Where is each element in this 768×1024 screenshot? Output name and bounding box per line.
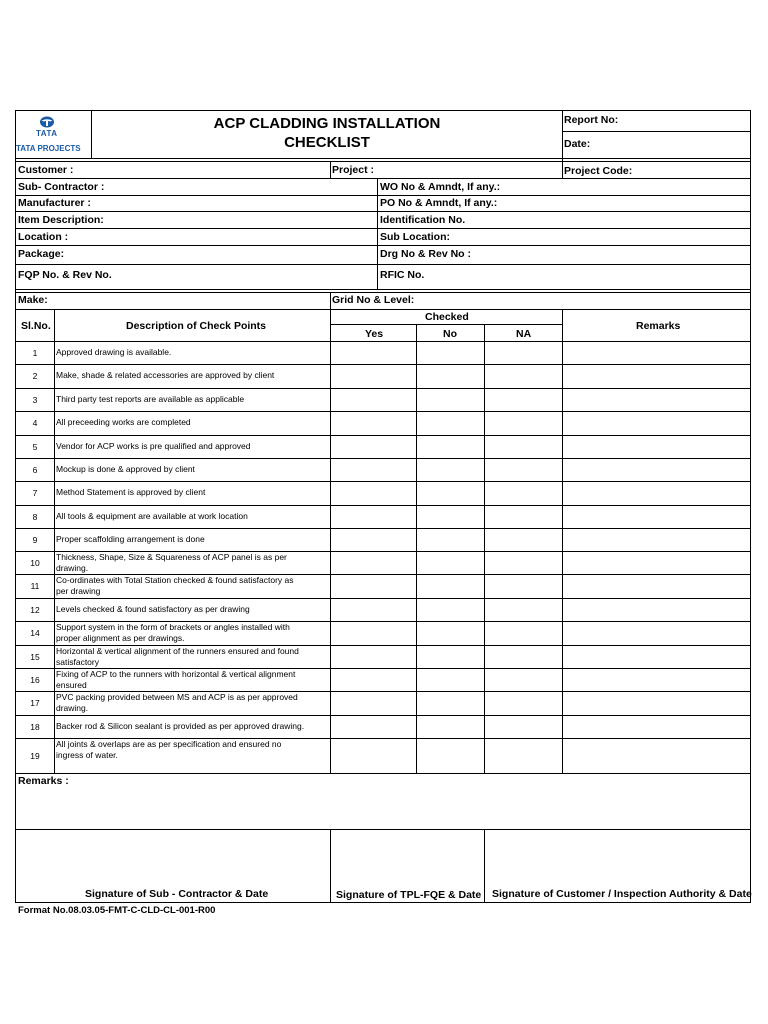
cell-na[interactable]	[484, 505, 562, 528]
checkpoint-description: Approved drawing is available.	[56, 346, 172, 357]
col-header-no: No	[443, 328, 457, 340]
cell-na[interactable]	[484, 364, 562, 388]
cell-no[interactable]	[416, 598, 484, 621]
col-header-checked: Checked	[425, 311, 469, 323]
logo-wordmark: TATA	[36, 129, 58, 138]
col-line-na	[562, 309, 563, 773]
col-header-remarks: Remarks	[636, 320, 681, 332]
row-number: 15	[30, 651, 40, 662]
cell-no[interactable]	[416, 411, 484, 435]
checkpoint-description: Horizontal & vertical alignment of the runners ensured and found	[56, 646, 299, 656]
cell-yes[interactable]	[330, 458, 416, 481]
checkpoint-description: Proper scaffolding arrangement is done	[56, 533, 205, 544]
checkpoint-description-cont: ingress of water.	[56, 750, 118, 760]
checkpoint-description: Mockup is done & approved by client	[56, 463, 195, 474]
cell-na[interactable]	[484, 598, 562, 621]
item-description-label: Item Description:	[18, 214, 104, 226]
info-line-6	[15, 264, 751, 265]
make-top-line	[15, 292, 751, 293]
cell-remarks[interactable]	[562, 481, 751, 505]
cell-na[interactable]	[484, 458, 562, 481]
cell-remarks[interactable]	[562, 738, 751, 773]
checked-sub-divider	[330, 324, 562, 325]
cell-no[interactable]	[416, 481, 484, 505]
cell-no[interactable]	[416, 645, 484, 668]
checkpoint-description: Make, shade & related accessories are approved by client	[56, 370, 275, 380]
cell-remarks[interactable]	[562, 645, 751, 668]
row-number: 11	[30, 581, 40, 591]
col-header-yes: Yes	[365, 328, 384, 340]
row-number: 5	[32, 441, 38, 452]
project-label: Project :	[332, 164, 375, 176]
cell-no[interactable]	[416, 388, 484, 411]
info-top-line	[15, 161, 751, 162]
date-label: Date:	[564, 138, 591, 150]
info-line-5	[15, 245, 751, 246]
checkpoint-description: Fixing of ACP to the runners with horizontal & vertical alignment	[56, 669, 296, 679]
col-line-yes	[416, 324, 417, 773]
header-right-divider	[562, 110, 563, 178]
signature-customer-label: Signature of Customer / Inspection Authority & Date	[492, 888, 752, 900]
sub-contractor-label: Sub- Contractor :	[18, 181, 105, 193]
checkpoint-description: Backer rod & Silicon sealant is provided as per approved drawing.	[56, 720, 305, 731]
project-code-label: Project Code:	[564, 165, 633, 177]
drg-no-label: Drg No & Rev No :	[380, 248, 472, 260]
checkpoint-description-cont: ensured	[56, 680, 87, 690]
checkpoint-description-cont: drawing.	[56, 563, 89, 573]
cell-na[interactable]	[484, 341, 562, 364]
cell-yes[interactable]	[330, 738, 416, 773]
customer-label: Customer :	[18, 164, 74, 176]
info-bottom-line	[15, 289, 751, 290]
cell-yes[interactable]	[330, 411, 416, 435]
signature-tpl-fqe-label: Signature of TPL-FQE & Date	[336, 889, 482, 901]
cell-no[interactable]	[416, 528, 484, 551]
identification-no-label: Identification No.	[380, 214, 466, 226]
remarks-bottom-line	[15, 829, 751, 830]
cell-yes[interactable]	[330, 621, 416, 645]
cell-remarks[interactable]	[562, 528, 751, 551]
cell-na[interactable]	[484, 528, 562, 551]
logo-divider	[91, 110, 92, 158]
col-header-slno: Sl.No.	[21, 320, 51, 332]
cell-yes[interactable]	[330, 388, 416, 411]
row-number: 17	[30, 698, 40, 708]
row-number: 3	[32, 394, 38, 405]
checkpoint-description: Levels checked & found satisfactory as per drawing	[56, 603, 250, 614]
cell-na[interactable]	[484, 551, 562, 574]
checkpoint-description: Support system in the form of brackets or angles installed with	[56, 622, 290, 632]
cell-no[interactable]	[416, 621, 484, 645]
cell-remarks[interactable]	[562, 388, 751, 411]
checkpoint-description: PVC packing provided between MS and ACP is as per approved	[56, 692, 298, 702]
cell-yes[interactable]	[330, 551, 416, 574]
row-number: 6	[32, 464, 38, 475]
checkpoint-description: All tools & equipment are available at work location	[56, 510, 248, 521]
col-line-desc	[330, 292, 331, 773]
remarks-label: Remarks :	[18, 775, 69, 787]
po-no-label: PO No & Amndt, If any.:	[380, 197, 498, 209]
col-line-no	[484, 324, 485, 773]
form-title-line1: ACP CLADDING INSTALLATION	[213, 115, 441, 132]
checkpoint-description: Method Statement is approved by client	[56, 487, 206, 497]
cell-yes[interactable]	[330, 645, 416, 668]
cell-remarks[interactable]	[562, 691, 751, 715]
cell-yes[interactable]	[330, 364, 416, 388]
cell-no[interactable]	[416, 458, 484, 481]
cell-remarks[interactable]	[562, 551, 751, 574]
col-header-na: NA	[516, 328, 532, 340]
cell-no[interactable]	[416, 551, 484, 574]
cell-yes[interactable]	[330, 668, 416, 691]
cell-yes[interactable]	[330, 481, 416, 505]
row-number: 2	[32, 371, 38, 381]
cell-remarks[interactable]	[562, 341, 751, 364]
cell-remarks[interactable]	[562, 598, 751, 621]
checkpoint-description-cont: satisfactory	[56, 657, 99, 667]
cell-yes[interactable]	[330, 715, 416, 738]
form-title-line2: CHECKLIST	[284, 134, 370, 151]
row-number: 14	[30, 628, 40, 638]
cell-na[interactable]	[484, 621, 562, 645]
rfic-no-label: RFIC No.	[380, 269, 425, 281]
signature-subcontractor-label: Signature of Sub - Contractor & Date	[85, 888, 269, 900]
cell-no[interactable]	[416, 738, 484, 773]
cell-yes[interactable]	[330, 435, 416, 458]
cell-na[interactable]	[484, 481, 562, 505]
row-number: 16	[30, 674, 40, 685]
cell-remarks[interactable]	[562, 435, 751, 458]
row-number: 12	[30, 604, 40, 615]
cell-no[interactable]	[416, 715, 484, 738]
customer-project-divider	[330, 161, 331, 178]
cell-remarks[interactable]	[562, 621, 751, 645]
cell-no[interactable]	[416, 668, 484, 691]
cell-yes[interactable]	[330, 691, 416, 715]
cell-remarks[interactable]	[562, 715, 751, 738]
header-bottom-line	[15, 158, 751, 159]
checkpoint-description-cont: proper alignment as per drawings.	[56, 633, 185, 643]
table-top-line	[15, 309, 751, 310]
logo-company-name: TATA PROJECTS	[16, 144, 81, 153]
cell-no[interactable]	[416, 341, 484, 364]
cell-na[interactable]	[484, 435, 562, 458]
row-number: 9	[32, 534, 38, 545]
report-date-divider	[562, 131, 751, 132]
cell-na[interactable]	[484, 668, 562, 691]
cell-remarks[interactable]	[562, 505, 751, 528]
cell-no[interactable]	[416, 364, 484, 388]
grid-no-label: Grid No & Level:	[332, 294, 415, 306]
cell-remarks[interactable]	[562, 668, 751, 691]
row-number: 18	[30, 721, 40, 732]
wo-no-label: WO No & Amndt, If any.:	[380, 181, 501, 193]
cell-no[interactable]	[416, 435, 484, 458]
checkpoint-description: Thickness, Shape, Size & Squareness of ACP panel is as per	[56, 552, 287, 562]
checkpoint-description: Co-ordinates with Total Station checked & found satisfactory as	[56, 575, 294, 585]
package-label: Package:	[18, 248, 65, 260]
checkpoint-description: All joints & overlaps are as per specification and ensured no	[56, 739, 282, 749]
cell-na[interactable]	[484, 388, 562, 411]
checkpoint-description-cont: per drawing	[56, 586, 101, 596]
manufacturer-label: Manufacturer :	[18, 197, 91, 209]
cell-na[interactable]	[484, 645, 562, 668]
cell-remarks[interactable]	[562, 411, 751, 435]
sub-location-label: Sub Location:	[380, 231, 450, 243]
checkpoint-description: All preceeding works are completed	[56, 417, 191, 427]
sig-divider-1	[330, 829, 331, 903]
row-number: 4	[32, 418, 38, 428]
cell-na[interactable]	[484, 715, 562, 738]
row-number: 8	[32, 511, 38, 522]
cell-yes[interactable]	[330, 528, 416, 551]
cell-yes[interactable]	[330, 574, 416, 598]
cell-no[interactable]	[416, 691, 484, 715]
cell-na[interactable]	[484, 738, 562, 773]
info-line-1	[15, 178, 751, 179]
cell-remarks[interactable]	[562, 574, 751, 598]
info-line-4	[15, 228, 751, 229]
format-number: Format No.08.03.05-FMT-C-CLD-CL-001-R00	[18, 905, 216, 916]
make-label: Make:	[18, 294, 48, 306]
col-header-description: Description of Check Points	[126, 320, 267, 332]
info-line-2	[15, 195, 751, 196]
checkpoint-description: Vendor for ACP works is pre qualified and approved	[56, 440, 251, 451]
row-number: 19	[30, 750, 40, 761]
cell-no[interactable]	[416, 574, 484, 598]
checkpoint-description-cont: drawing.	[56, 703, 89, 713]
cell-yes[interactable]	[330, 598, 416, 621]
cell-no[interactable]	[416, 505, 484, 528]
table-bottom-line	[15, 773, 751, 774]
sig-divider-2	[484, 829, 485, 903]
row-number: 7	[32, 488, 38, 498]
cell-yes[interactable]	[330, 505, 416, 528]
cell-yes[interactable]	[330, 341, 416, 364]
row-number: 10	[30, 557, 40, 568]
tata-projects-logo	[16, 113, 90, 157]
checkpoint-description: Third party test reports are available as applicable	[56, 393, 245, 404]
cell-na[interactable]	[484, 691, 562, 715]
col-line-slno	[54, 309, 55, 773]
location-label: Location :	[18, 231, 69, 243]
info-line-3	[15, 211, 751, 212]
row-number: 1	[32, 347, 38, 358]
cell-remarks[interactable]	[562, 458, 751, 481]
cell-na[interactable]	[484, 574, 562, 598]
cell-na[interactable]	[484, 411, 562, 435]
fqp-no-label: FQP No. & Rev No.	[18, 269, 112, 281]
cell-remarks[interactable]	[562, 364, 751, 388]
report-no-label: Report No:	[564, 114, 619, 126]
